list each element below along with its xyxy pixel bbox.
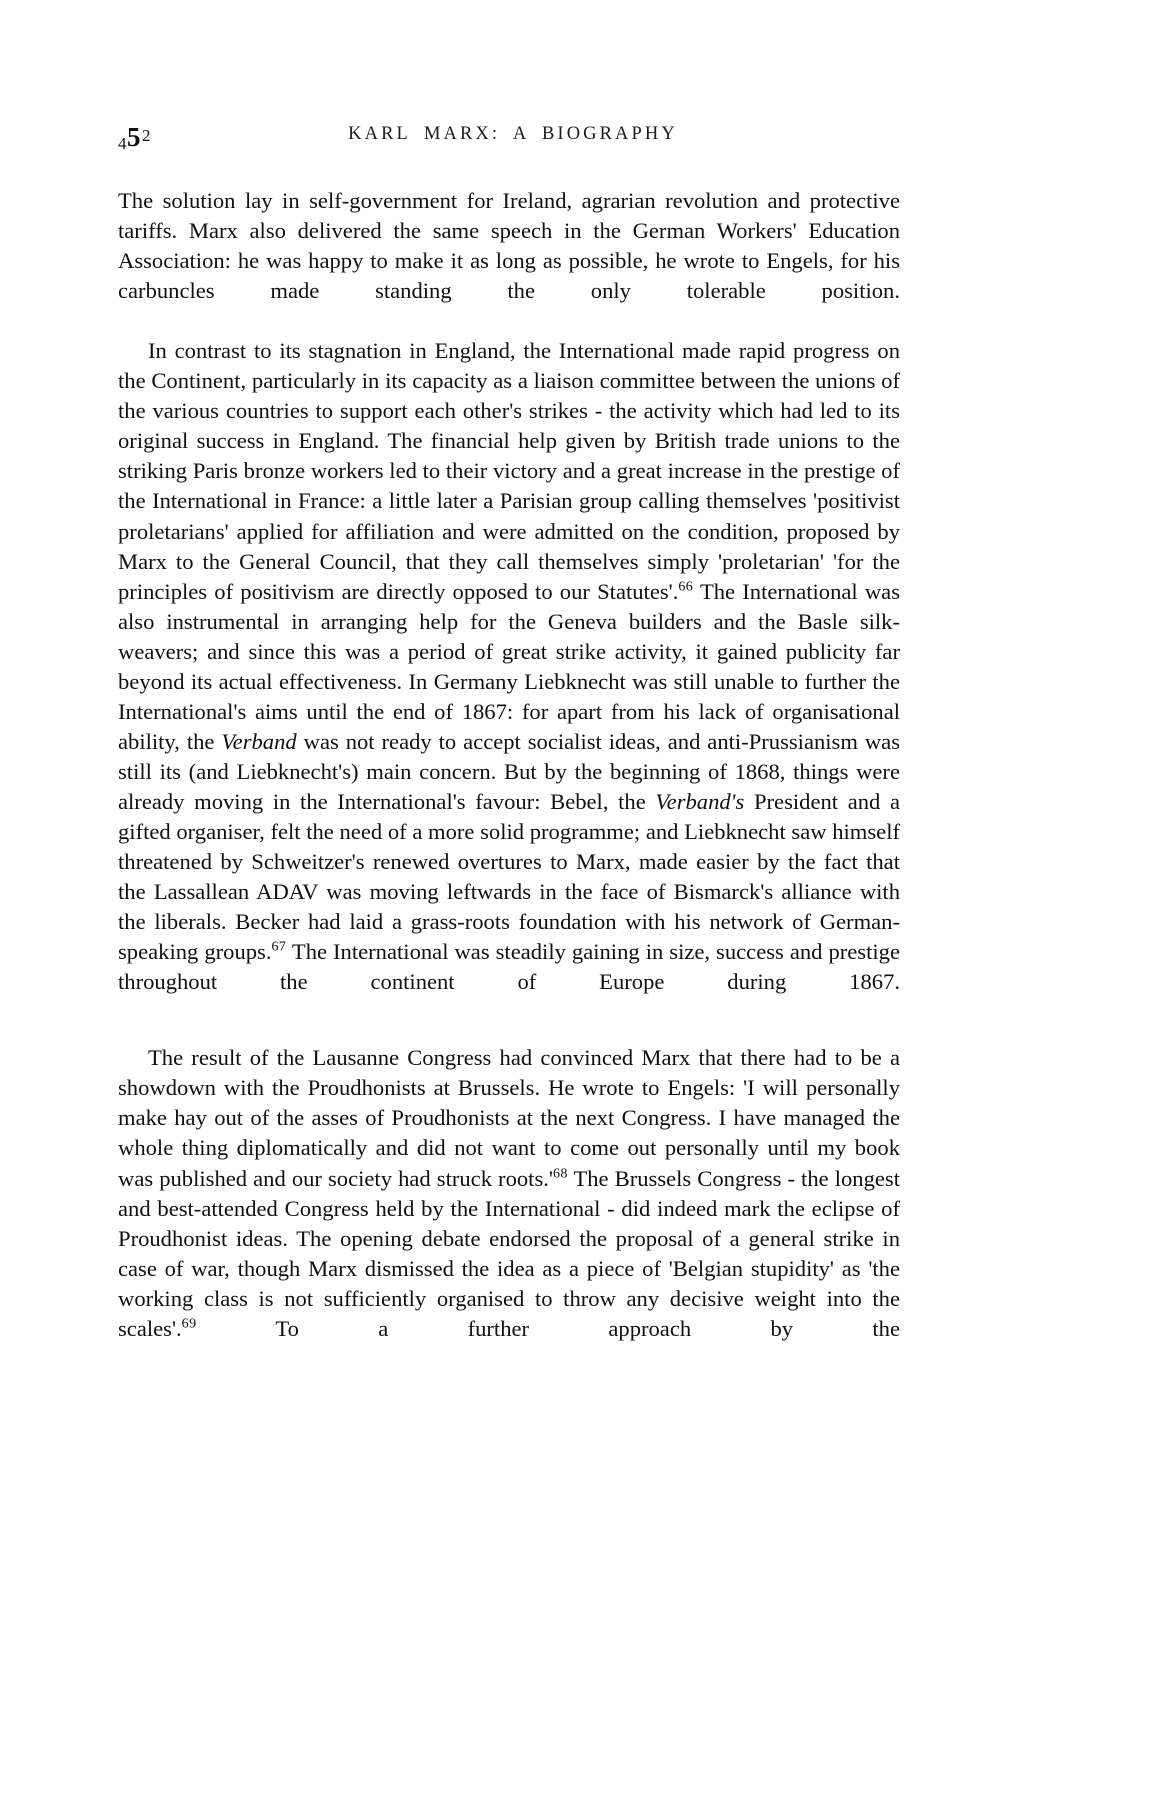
paragraph-para-1: The solution lay in self-government for Ireland, agrarian revolution and protective tariffs. Marx also delivered the same speech in the German Workers' Education Association: he was happy to make it as long as possible, he wrote to Engels, for his carbuncles made standing the only tolerable position.: [118, 188, 900, 304]
page-header: [118, 122, 908, 156]
folio-digit-2: 5: [127, 122, 141, 152]
folio-digit-3: 2: [142, 126, 151, 145]
italic-term: Verband's: [655, 788, 745, 814]
footnote-marker-68: 68: [552, 1165, 568, 1181]
footnote-marker-69: 69: [181, 1316, 197, 1332]
folio-digit-1: 4: [118, 134, 127, 153]
footnote-marker-67: 67: [271, 939, 287, 955]
paragraph-para-2: In contrast to its stagnation in England, the International made rapid progress on the Continent, particularly in its capacity as a liaison committee between the unions of the various countries to support each other's strikes - the activity which had led to its original success in England. The financial help given by British trade unions to the striking Paris bronze workers led to their victory and a great increase in the prestige of the International in France: a little later a Parisian group calling themselves 'positivist proletarians' applied for affiliation and were admitted on the condition, proposed by Marx to the General Council, that they call themselves simply 'proletarian' 'for the principles of positivism are directly opposed to our Statutes'.$^{66}$ The International was also instrumental in arranging help for the Geneva builders and the Basle silk-weavers; and since this was a period of great strike activity, it gained publicity far beyond its actual effectiveness. In Germany Liebknecht was still unable to further the International's aims until the end of 1867: for apart from his lack of organisational ability, the Verband was not ready to accept socialist ideas, and anti-Prussianism was still its (and Liebknecht's) main concern. But by the beginning of 1868, things were already moving in the International's favour: Bebel, the Verband's President and a gifted organiser, felt the need of a more solid programme; and Liebknecht saw himself threatened by Schweitzer's renewed overtures to Marx, made easier by the fact that the Lassallean ADAV was moving leftwards in the face of Bismarck's alliance with the liberals. Becker had laid a grass-roots foundation with his network of German-speaking groups.$^{67}$ The International was steadily gaining in size, success and prestige throughout the continent of Europe during 1867.: [118, 338, 900, 995]
paragraph-para-3: The result of the Lausanne Congress had convinced Marx that there had to be a showdown with the Proudhonists at Brussels. He wrote to Engels: 'I will personally make hay out of the asses of Proudhonists at the next Congress. I have managed the whole thing diplomatically and did not want to come out personally until my book was published and our society had struck roots.'$^{68}$ The Brussels Congress - the longest and best-attended Congress held by the International - did indeed mark the eclipse of Proudhonist ideas. The opening debate endorsed the proposal of a general strike in case of war, though Marx dismissed the idea as a piece of 'Belgian stupidity' as 'the working class is not sufficiently organised to throw any decisive weight into the scales'.$^{69}$ To a further approach by the: [118, 1045, 900, 1341]
italic-term: Verband: [221, 728, 297, 754]
page-body-text: [118, 186, 900, 1374]
running-head: KARL MARX: A BIOGRAPHY: [348, 124, 678, 144]
footnote-marker-66: 66: [678, 579, 694, 595]
